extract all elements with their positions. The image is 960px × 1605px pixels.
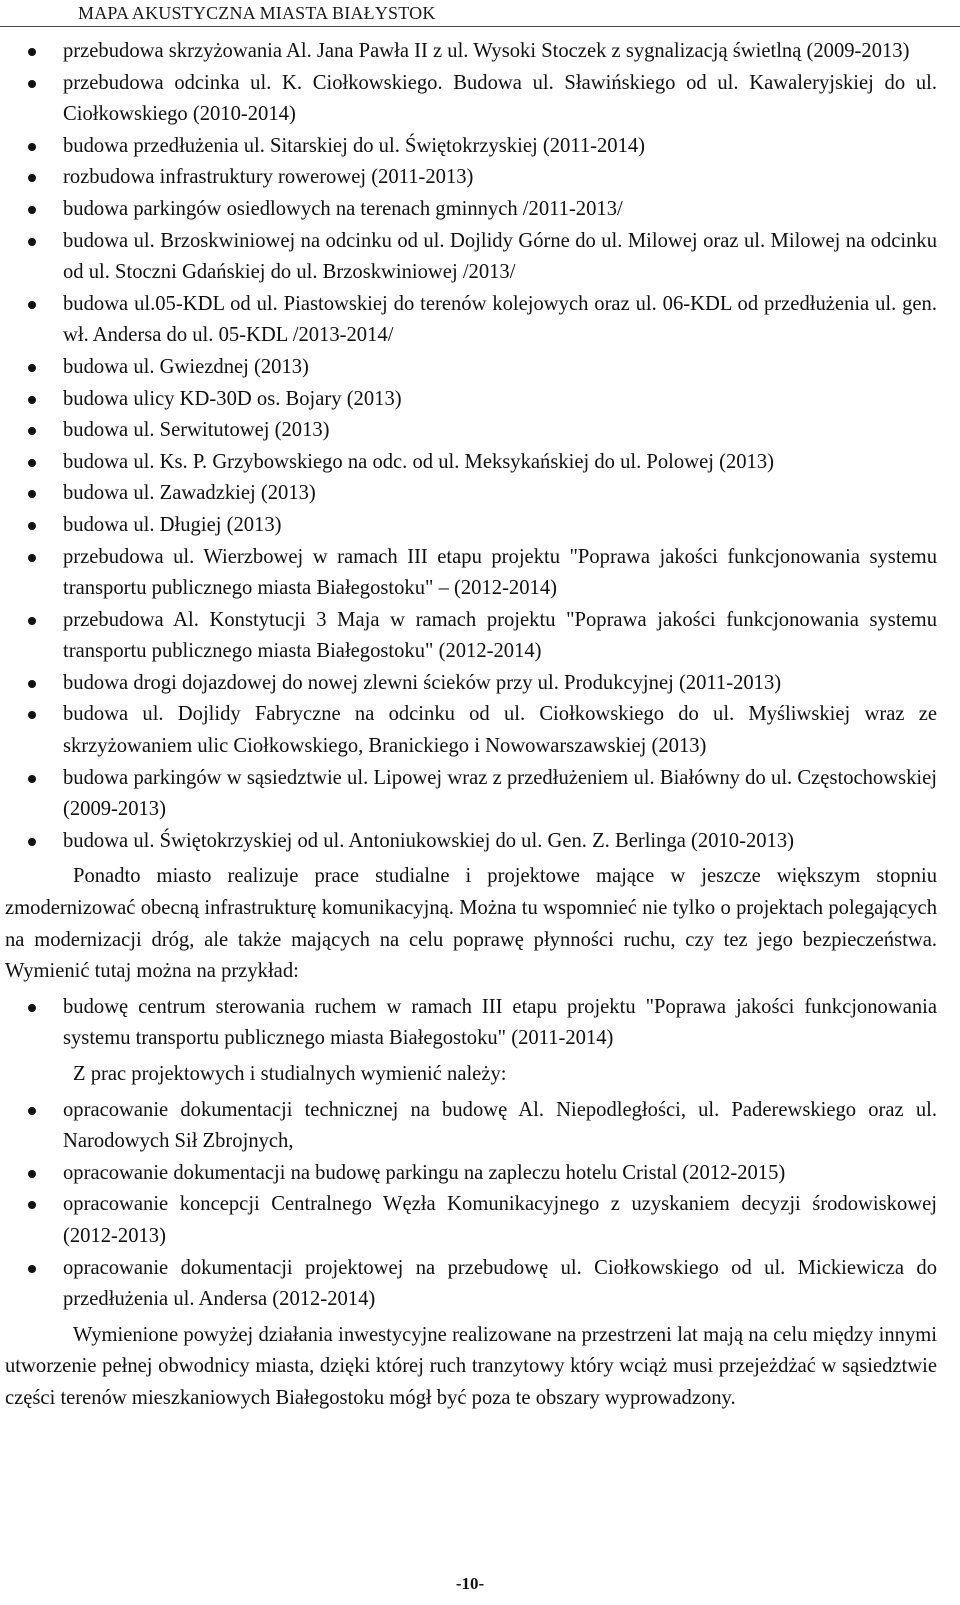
list-item-text: przebudowa Al. Konstytucji 3 Maja w ramach projektu "Poprawa jakości funkcjonowania systemu transportu publicznego miasta Białegostoku" (2012-2014) (63, 608, 937, 663)
bullet-icon (28, 711, 36, 719)
list-item (5, 605, 937, 668)
list-item (5, 478, 937, 510)
list-item (5, 415, 937, 447)
list-item-text: budowa ul.05-KDL od ul. Piastowskiej do terenów kolejowych oraz ul. 06-KDL od przedłużenia ul. gen. wł. Andersa do ul. 05-KDL /2013-2014/ (63, 292, 937, 347)
bullet-icon (28, 838, 36, 846)
list-item-text: opracowanie dokumentacji projektowej na przebudowę ul. Ciołkowskiego od ul. Mickiewicza do przedłużenia ul. Andersa (2012-2014) (63, 1256, 937, 1311)
list-item (5, 162, 937, 194)
list-item-text: budowa ul. Świętokrzyskiej od ul. Antoniukowskiej do ul. Gen. Z. Berlinga (2010-2013) (63, 829, 794, 852)
list-item (5, 1189, 937, 1252)
list-item (5, 36, 937, 68)
list-item (5, 1158, 937, 1190)
bullet-icon (28, 1201, 36, 1209)
bullet-icon (28, 1265, 36, 1273)
bullet-icon (28, 80, 36, 88)
list-item-text: budowa ul. Ks. P. Grzybowskiego na odc. od ul. Meksykańskiej do ul. Polowej (2013) (63, 450, 774, 473)
list-item-text: budowa ul. Zawadzkiej (2013) (63, 482, 316, 505)
list-item-text: przebudowa odcinka ul. K. Ciołkowskiego. Budowa ul. Sławińskiego od ul. Kawaleryjskiej do ul. Ciołkowskiego (2010-2014) (63, 71, 937, 126)
list-item-text: opracowanie koncepcji Centralnego Węzła Komunikacyjnego z uzyskaniem decyzji środowiskowej (2012-2013) (63, 1193, 937, 1247)
bullet-icon (28, 238, 36, 246)
list-item-text: przebudowa skrzyżowania Al. Jana Pawła II z ul. Wysoki Stoczek z sygnalizacją świetlną (2009-2013) (63, 40, 910, 62)
design-work-list (5, 1095, 937, 1316)
page-number: -10- (455, 1574, 485, 1593)
bullet-icon (28, 396, 36, 404)
bullet-icon (28, 364, 36, 372)
page-body (5, 36, 937, 1415)
list-item (5, 699, 937, 762)
list-item (5, 194, 937, 226)
list-item-text: budowa ul. Brzoskwiniowej na odcinku od ul. Dojlidy Górne do ul. Milowej oraz ul. Milowej na odcinku od ul. Stoczni Gdańskiej do ul. Brzoskwiniowej /2013/ (63, 229, 937, 284)
list-item (5, 68, 937, 131)
list-item (5, 1253, 937, 1316)
bullet-icon (28, 1107, 36, 1115)
list-item-text: budowa ul. Serwitutowej (2013) (63, 419, 330, 442)
traffic-control-list (5, 992, 937, 1055)
bullet-icon (28, 459, 36, 467)
list-item-text: przebudowa ul. Wierzbowej w ramach III etapu projektu "Poprawa jakości funkcjonowania systemu transportu publicznego miasta Białegostoku" – (2012-2014) (63, 545, 937, 600)
investment-list (5, 36, 937, 857)
list-item (5, 542, 937, 605)
bullet-icon (28, 427, 36, 435)
paragraph-studies: Ponadto miasto realizuje prace studialne i projektowe mające w jeszcze większym stopniu zmodernizować obecną infrastrukturę komunikacyjną. Można tu wspomnieć nie tylko o projektach polegających na modernizacji dróg, ale także mających na celu poprawę płynności ruchu, czy tez jego bezpieczeństwa. Wymienić tutaj można na przykład: (5, 865, 937, 983)
bullet-icon (28, 174, 36, 182)
list-item-text: budowa ulicy KD-30D os. Bojary (2013) (63, 387, 402, 410)
bullet-icon (28, 206, 36, 214)
list-item (5, 826, 937, 858)
paragraph-design-intro: Z prac projektowych i studialnych wymienić należy: (73, 1063, 507, 1085)
bullet-icon (28, 48, 36, 56)
list-item-text: budowa parkingów w sąsiedztwie ul. Lipowej wraz z przedłużeniem ul. Białówny do ul. Częstochowskiej (2009-2013) (63, 766, 937, 821)
bullet-icon (28, 301, 36, 309)
bullet-icon (28, 1004, 36, 1012)
list-item (5, 226, 937, 289)
bullet-icon (28, 680, 36, 688)
list-item-text: budowa ul. Długiej (2013) (63, 513, 282, 536)
bullet-icon (28, 1170, 36, 1178)
list-item (5, 763, 937, 826)
list-item (5, 668, 937, 700)
list-item-text: rozbudowa infrastruktury rowerowej (2011-2013) (63, 166, 474, 189)
list-item-text: budowa przedłużenia ul. Sitarskiej do ul. Świętokrzyskiej (2011-2014) (63, 134, 646, 157)
list-item (5, 289, 937, 352)
list-item (5, 510, 937, 542)
list-item-text: budowa ul. Dojlidy Fabryczne na odcinku od ul. Ciołkowskiego do ul. Myśliwskiej wraz ze skrzyżowaniem ulic Ciołkowskiego, Branickiego i Nowowarszawskiej (2013) (63, 703, 937, 758)
list-item-text: opracowanie dokumentacji na budowę parkingu na zapleczu hotelu Cristal (2012-2015) (63, 1161, 786, 1184)
running-header: MAPA AKUSTYCZNA MIASTA BIAŁYSTOK (78, 3, 436, 23)
list-item (5, 447, 937, 479)
bullet-icon (28, 617, 36, 625)
header-rule (0, 26, 960, 27)
list-item-text: budowę centrum sterowania ruchem w ramach III etapu projektu "Poprawa jakości funkcjonowania systemu transportu publicznego miasta Białegostoku" (2011-2014) (63, 995, 937, 1050)
list-item (5, 992, 937, 1055)
list-item-text: budowa parkingów osiedlowych na terenach gminnych /2011-2013/ (63, 197, 623, 220)
bullet-icon (28, 490, 36, 498)
list-item (5, 352, 937, 384)
list-item-text: opracowanie dokumentacji technicznej na budowę Al. Niepodległości, ul. Paderewskiego oraz ul. Narodowych Sił Zbrojnych, (63, 1098, 937, 1153)
list-item (5, 1095, 937, 1158)
list-item-text: budowa drogi dojazdowej do nowej zlewni ścieków przy ul. Produkcyjnej (2011-2013) (63, 671, 782, 694)
list-item-text: budowa ul. Gwiezdnej (2013) (63, 355, 309, 378)
bullet-icon (28, 143, 36, 151)
list-item (5, 131, 937, 163)
paragraph-conclusion: Wymienione powyżej działania inwestycyjne realizowane na przestrzeni lat mają na celu między innymi utworzenie pełnej obwodnicy miasta, dzięki której ruch tranzytowy który wciąż musi przejeżdżać w sąsiedztwie części terenów mieszkaniowych Białegostoku mógł być poza te obszary wyprowadzony. (5, 1323, 937, 1409)
list-item (5, 384, 937, 416)
bullet-icon (28, 522, 36, 530)
bullet-icon (28, 775, 36, 783)
bullet-icon (28, 554, 36, 562)
